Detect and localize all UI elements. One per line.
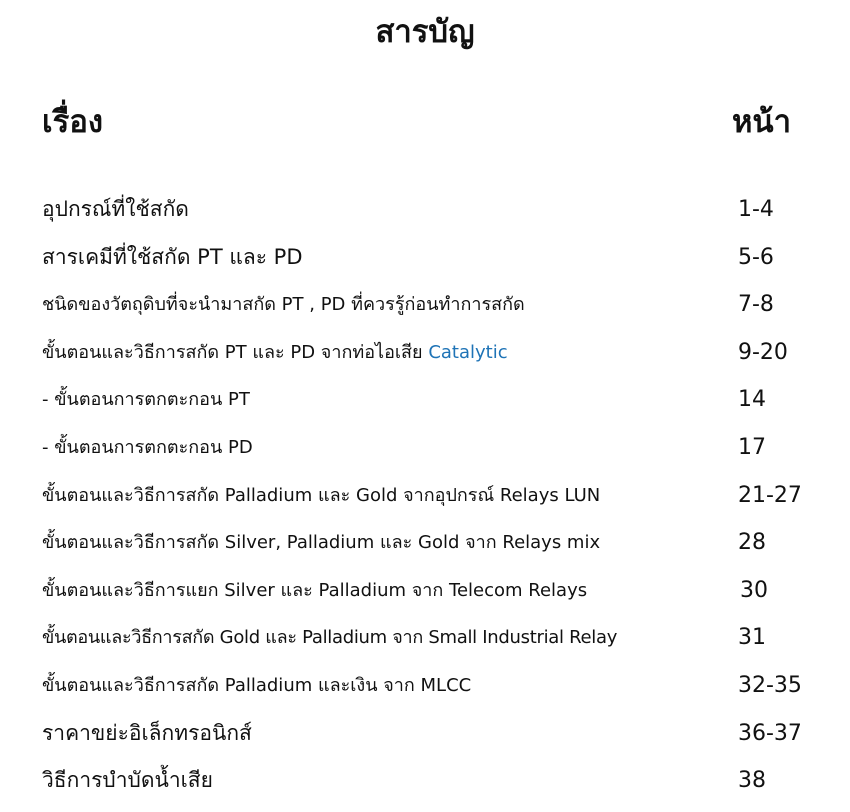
toc-row xyxy=(0,662,850,710)
toc-entry-title: สารเคมีที่ใช้สกัด PT และ PD xyxy=(42,244,303,269)
toc-row xyxy=(0,757,850,805)
toc-entry-title: ขั้นตอนและวิธีการสกัด Palladium และเงิน จาก MLCC xyxy=(42,674,472,696)
page-column-header: หน้า xyxy=(732,104,792,140)
toc-entry-title: ราคาขย่ะอิเล็กทรอนิกส์ xyxy=(42,720,252,745)
toc-entry-title: - ขั้นตอนการตกตะกอน PD xyxy=(42,436,253,458)
toc-entry-page: 1-4 xyxy=(738,197,774,222)
table-of-contents xyxy=(0,186,850,805)
toc-entry-title: วิธีการบำบัดน้ำเสีย xyxy=(42,768,213,793)
toc-entry-page: 7-8 xyxy=(738,292,774,318)
catalytic-highlight: Catalytic xyxy=(428,341,508,363)
toc-entry-page: 17 xyxy=(738,434,766,460)
toc-row xyxy=(0,329,850,377)
toc-row xyxy=(0,519,850,567)
toc-row xyxy=(0,186,850,234)
toc-entry-title: ขั้นตอนและวิธีการแยก Silver และ Palladium จาก Telecom Relays xyxy=(42,579,588,601)
toc-entry-title: ขั้นตอนและวิธีการสกัด Silver, Palladium และ Gold จาก Relays mix xyxy=(42,532,601,554)
toc-entry-page: 36-37 xyxy=(738,720,802,746)
toc-row xyxy=(0,376,850,424)
page-title: สารบัญ xyxy=(375,14,475,50)
toc-entry-title: ขั้นตอนและวิธีการสกัด Gold และ Palladium จาก Small Industrial Relay xyxy=(42,627,618,649)
topic-column-header: เรื่อง xyxy=(42,104,104,140)
toc-entry-page: 30 xyxy=(740,577,768,603)
toc-row xyxy=(0,472,850,520)
toc-entry-title: ขั้นตอนและวิธีการสกัด Palladium และ Gold จากอุปกรณ์ Relays LUN xyxy=(42,484,601,506)
toc-entry-title: อุปกรณ์ที่ใช้สกัด xyxy=(42,197,189,221)
toc-row xyxy=(0,424,850,472)
toc-entry-page: 31 xyxy=(738,625,766,651)
toc-entry-page: 9-20 xyxy=(738,339,788,365)
toc-row xyxy=(0,234,850,282)
toc-entry-page: 38 xyxy=(738,768,766,794)
toc-entry-title: ชนิดของวัตถุดิบที่จะนำมาสกัด PT , PD ที่ควรรู้ก่อนทำการสกัด xyxy=(42,294,525,316)
toc-row xyxy=(0,710,850,758)
toc-row xyxy=(0,614,850,662)
toc-row xyxy=(0,567,850,615)
toc-row xyxy=(0,281,850,329)
toc-entry-title: - ขั้นตอนการตกตะกอน PT xyxy=(42,389,250,411)
toc-entry-page: 5-6 xyxy=(738,244,774,270)
toc-entry-title xyxy=(42,329,508,377)
toc-entry-page: 28 xyxy=(738,530,766,556)
toc-entry-page: 32-35 xyxy=(738,672,802,698)
toc-entry-page: 14 xyxy=(738,387,766,413)
toc-entry-text: ขั้นตอนและวิธีการสกัด PT และ PD จากท่อไอเสีย xyxy=(42,341,429,363)
toc-entry-page: 21-27 xyxy=(738,482,802,508)
